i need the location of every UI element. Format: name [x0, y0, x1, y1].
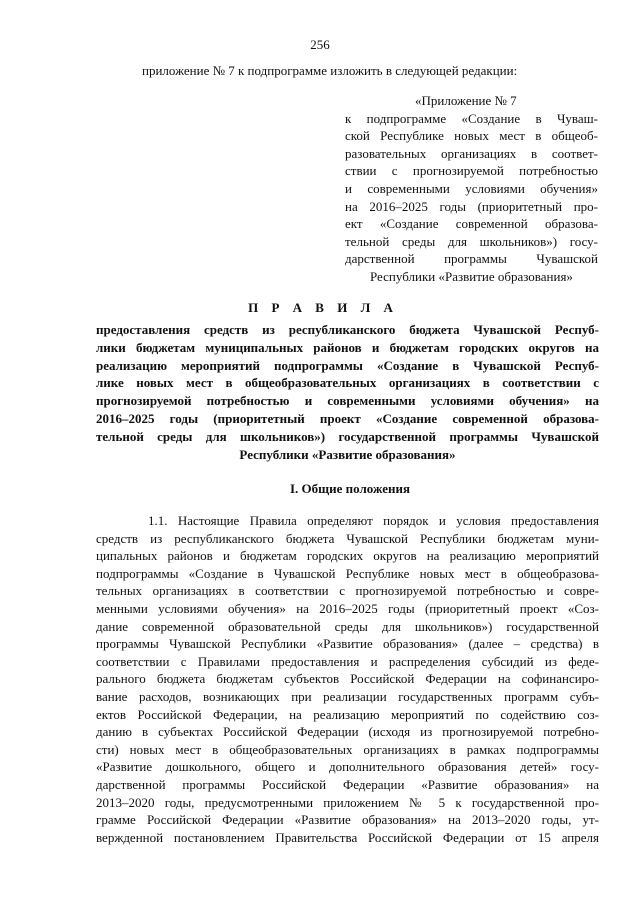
appendix-line: к подпрограмме «Создание в Чуваш-: [345, 110, 598, 126]
body-line: ципальных районов и бюджетам городских округов на реализацию мероприятий: [96, 548, 599, 564]
body-line: 1.1. Настоящие Правила определяют порядок и условия предоставления: [148, 513, 599, 528]
body-line: тельных организациях в соответствии с прогнозируемой потребностью и совре-: [96, 583, 599, 599]
body-line: «Развитие дошкольного, общего и дополнительного образования детей» госу-: [96, 759, 599, 775]
rules-subtitle-line: 2016–2025 годы (приоритетный проект «Создание современной образова-: [96, 410, 599, 426]
section-heading: I. Общие положения: [290, 481, 410, 496]
body-line: ектов Российской Федерации, на реализацию мероприятий по содействию соз-: [96, 706, 599, 722]
rules-subtitle-line: реализацию мероприятий подпрограммы «Создание в Чувашской Респуб-: [96, 357, 599, 373]
body-line: рального бюджета бюджетам субъектов Российской Федерации на софинансиро-: [96, 671, 599, 687]
appendix-line: «Приложение № 7: [415, 93, 517, 108]
rules-subtitle-line: Республики «Развитие образования»: [239, 446, 456, 462]
body-line: 2013–2020 годы, предусмотренными приложением № 5 к государственной про-: [96, 794, 599, 810]
rules-subtitle-line: предоставления средств из республиканского бюджета Чувашской Респуб-: [96, 322, 599, 337]
rules-subtitle-line: лике новых мест в общеобразовательных организациях в соответствии с: [96, 375, 599, 391]
appendix-line: ствии с прогнозируемой потребностью: [345, 163, 598, 179]
rules-subtitle: [96, 321, 599, 463]
body-line: подпрограммы «Создание в Чувашской Республике новых мест в общеобразова-: [96, 565, 599, 581]
rules-subtitle-line: прогнозируемой потребностью и современными условиями обучения» на: [96, 393, 599, 409]
body-line: менными условиями обучения» на 2016–2025 годы (приоритетный проект «Соз-: [96, 600, 599, 616]
appendix-header: [345, 92, 598, 286]
appendix-line: Республики «Развитие образования»: [370, 268, 573, 284]
rules-title: П Р А В И Л А: [248, 300, 398, 315]
body-line: вержденной постановлением Правительства Российской Федерации от 15 апреля: [96, 829, 599, 845]
body-paragraph: [96, 512, 599, 846]
body-line: дание современной образовательной среды для школьников») государственной: [96, 618, 599, 634]
appendix-line: тельной среды для школьников») госу-: [345, 233, 598, 249]
appendix-line: и современными условиями обучения»: [345, 180, 598, 196]
rules-subtitle-line: тельной среды для школьников») государственной программы Чувашской: [96, 428, 599, 444]
appendix-line: ект «Создание современной образова-: [345, 216, 598, 232]
appendix-line: на 2016–2025 годы (приоритетный про-: [345, 198, 598, 214]
rules-subtitle-line: лики бюджетам муниципальных районов и бюджетам городских округов на: [96, 339, 599, 355]
body-line: соответствии с Правилами предоставления и распределения субсидий из феде-: [96, 653, 599, 669]
body-line: дарственной программы Российской Федерации «Развитие образования» на: [96, 776, 599, 792]
appendix-line: разовательных организациях в соответ-: [345, 145, 598, 161]
body-line: средств из республиканского бюджета Чувашской Республики бюджетам муни-: [96, 530, 599, 546]
body-line: вание расходов, возникающих при реализации государственных программ субъ-: [96, 688, 599, 704]
page-number: 256: [310, 37, 330, 52]
body-line: программы Чувашской Республики «Развитие образования» (далее – средства) в: [96, 636, 599, 652]
appendix-line: дарственной программы Чувашской: [345, 251, 598, 267]
body-line: сти) новых мест в общеобразовательных организациях в рамках подпрограммы: [96, 741, 599, 757]
body-line: данию в субъектах Российской Федерации (исходя из прогнозируемой потребно-: [96, 724, 599, 740]
intro-line: приложение № 7 к подпрограмме изложить в следующей редакции:: [142, 63, 518, 78]
appendix-line: ской Республике новых мест в общеоб-: [345, 128, 598, 144]
body-line: грамме Российской Федерации «Развитие образования» на 2013–2020 годы, ут-: [96, 812, 599, 828]
